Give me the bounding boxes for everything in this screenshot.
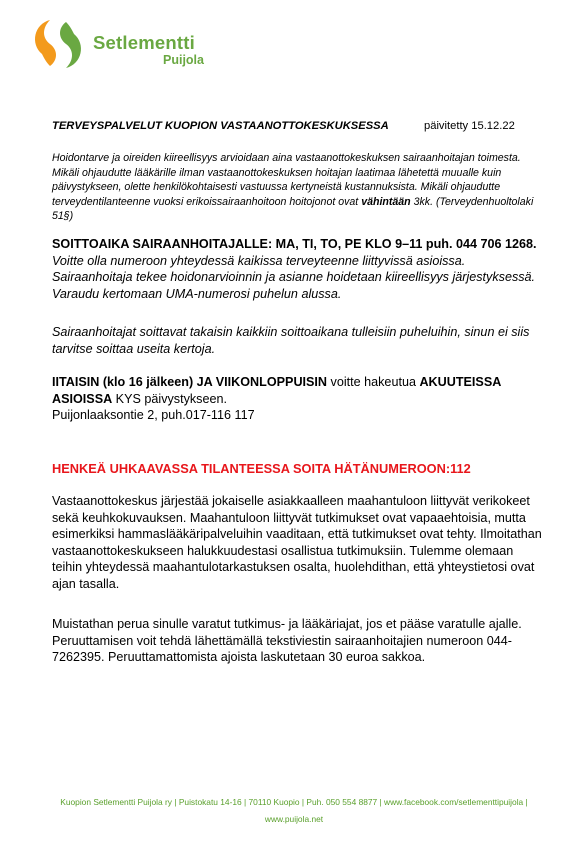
footer-contact-line: Kuopion Setlementti Puijola ry | Puistokatu 14-16 | 70110 Kuopio | Puh. 050 554 8877 | www.facebook.com/setlementtipuijola |	[60, 797, 528, 807]
updated-date: päivitetty 15.12.22	[424, 120, 515, 132]
intro-text-after: 3kk. (Terveydenhuoltolaki 51§)	[52, 195, 534, 223]
intro-paragraph	[52, 151, 542, 224]
evening-bold-2: AKUUTEISSA ASIOISSA	[52, 375, 501, 406]
logo-subname: Puijola	[163, 53, 204, 67]
callback-note: Sairaanhoitajat soittavat takaisin kaikkiin soittoaikana tulleisiin puheluihin, sinun ei siis tarvitse soittaa useita kertoja.	[52, 325, 530, 356]
evening-bold-1: IITAISIN (klo 16 jälkeen) JA VIIKONLOPPUISIN	[52, 375, 328, 389]
evening-text	[52, 374, 542, 407]
document-title: TERVEYSPALVELUT KUOPION VASTAANOTTOKESKUKSESSA	[52, 120, 389, 132]
emergency-notice: HENKEÄ UHKAAVASSA TILANTEESSA SOITA HÄTÄNUMEROON:112	[52, 461, 471, 476]
intro-emphasis: vähintään	[361, 195, 411, 208]
logo	[28, 14, 218, 74]
screening-paragraph: Vastaanottokeskus järjestää jokaiselle asiakkaalleen maahantuloon liittyvät verikokeet sekä keuhkokuvauksen. Maahantuloon liittyvät tutkimukset ovat vapaaehtoisia, mutta esimerkiksi hammaslääkäripalveluihin vaaditaan, että tutkimukset ovat tehty. Ilmoitathan vastaanottokeskukseen halukkuudestasi osallistua tutkimuksiin. Tulemme olemaan teihin yhteydessä maahantulotarkastuksen osalta, huolehdithan, että yhteystietosi ovat ajan tasalla.	[52, 494, 542, 591]
call-hours-body: Voitte olla numeroon yhteydessä kaikissa terveyteenne liittyvissä asioissa. Sairaanhoitaja tekee hoidonarvioinnin ja asianne hoidetaan kiireellisyys järjestyksessä. Varaudu kertomaan UMA-numerosi puhelun alussa.	[52, 253, 536, 301]
logo-name: Setlementti	[93, 32, 195, 53]
call-hours-section	[52, 236, 542, 302]
cancel-paragraph: Muistathan perua sinulle varatut tutkimus- ja lääkäriajat, jos et pääse varatulle ajalle. Peruuttamisen voit tehdä lähettämällä tekstiviestin sairaanhoitajien numeroon 044-7262395. Peruuttamattomista ajoista laskutetaan 30 euroa sakkoa.	[52, 617, 522, 665]
logo-icon	[28, 14, 88, 74]
document-header	[52, 120, 542, 132]
intro-text-before: Hoidontarve ja oireiden kiireellisyys arvioidaan aina vastaanottokeskuksen sairaanhoitajan toimesta. Mikäli ohjaudutte lääkärille ilman vastaanottokeskuksen hoitajan laatimaa lähetettä muualle kuin päivystykseen, olette henkilökohtaisesti vastuussa kertyneistä kustannuksista. Mikäli ohjaudutte terveydentilanteenne vuoksi erikoissairaanhoitoon hoitojonot ovat	[52, 152, 521, 208]
evening-address: Puijonlaaksontie 2, puh.017-116 117	[52, 408, 255, 423]
evening-text-1: voitte hakeutua	[327, 375, 420, 389]
footer-website[interactable]: www.puijola.net	[264, 813, 324, 824]
evening-section	[52, 374, 542, 424]
evening-text-2: KYS päivystykseen.	[112, 391, 227, 406]
call-hours-title: SOITTOAIKA SAIRAANHOITAJALLE: MA, TI, TO, PE KLO 9–11 puh. 044 706 1268.	[52, 237, 537, 251]
footer	[20, 794, 568, 827]
